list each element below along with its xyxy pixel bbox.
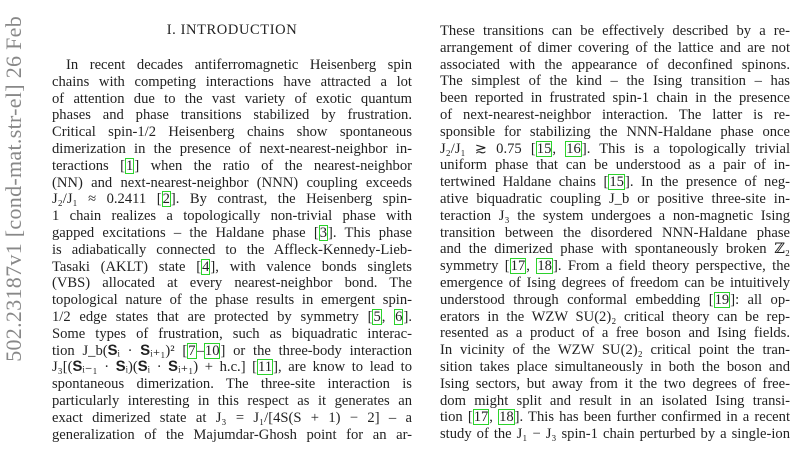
text-line: tion J_b(𝐒ᵢ · 𝐒ᵢ₊₁)² [7–10] or the three-body interaction: [52, 342, 412, 359]
text-line: The simplest of the kind – the Ising transition – has: [440, 73, 790, 90]
text-line: uniform phase that can be understood as a pair of in-: [440, 157, 790, 174]
text-line: dimerization in the presence of next-nearest-neighbor in-: [52, 140, 412, 157]
citation-link[interactable]: 18: [537, 258, 552, 275]
text-line: These transitions can be effectively described by a re-: [440, 23, 790, 39]
citation-link[interactable]: 15: [536, 140, 552, 157]
citation-link[interactable]: 15: [609, 174, 624, 191]
citation-link[interactable]: 10: [204, 342, 220, 359]
text-line: associated with the appearance of deconfined spinons.: [440, 56, 790, 73]
citation-link[interactable]: 4: [202, 258, 210, 275]
text-line: emergence of Ising degrees of freedom can be intuitively: [440, 274, 790, 291]
text-line: of next-nearest-neighbor interaction. The latter is re-: [440, 106, 790, 123]
section-heading: I. INTRODUCTION: [166, 22, 298, 38]
text-line: and the dimerized phase with spontaneously broken ℤ₂: [440, 241, 790, 258]
text-line: teraction J₃ the system undergoes a non-magnetic Ising: [440, 207, 790, 224]
text-line: is adiabatically connected to the Affleck-Kennedy-Lieb-: [52, 241, 412, 258]
text-line: Critical spin-1/2 Heisenberg chains show spontaneous: [52, 124, 412, 141]
text-line: tion [17, 18]. This has been further confirmed in a recent: [440, 409, 790, 426]
citation-link[interactable]: 17: [473, 409, 489, 426]
right-column-text: [440, 23, 790, 443]
text-line: teractions [1] when the ratio of the nearest-neighbor: [52, 157, 412, 174]
text-line: transition between the disordered NNN-Haldane phase: [440, 224, 790, 241]
citation-link[interactable]: 18: [499, 409, 514, 426]
text-line: In vicinity of the WZW SU(2)₂ critical point the tran-: [440, 342, 790, 359]
text-line: Some types of frustration, such as biquadratic interac-: [52, 325, 412, 342]
text-line: exact dimerized state at J₃ = J₁/[4S(S + 1) − 2] – a: [52, 409, 412, 426]
text-line: of attention due to the vast variety of exotic quantum: [52, 90, 412, 107]
text-line: Ising sectors, but away from it the two degrees of free-: [440, 375, 790, 392]
citation-link[interactable]: 1: [126, 157, 134, 174]
citation-link[interactable]: 17: [510, 258, 526, 275]
citation-link[interactable]: 16: [566, 140, 581, 157]
text-line: spontaneous dimerization. The three-site interaction is: [52, 376, 412, 393]
text-line: Tasaki (AKLT) state [4], with valence bonds singlets: [52, 258, 412, 275]
text-line: (VBS) allocated at every nearest-neighbor bond. The: [52, 275, 412, 292]
text-line: generalization of the Majumdar-Ghosh point for an ar-: [52, 426, 412, 443]
text-line: (NN) and next-nearest-neighbor (NNN) coupling exceeds: [52, 174, 412, 191]
text-line: particularly interesting in this respect as it generates an: [52, 392, 412, 409]
text-line: J₂/J₁ ≳ 0.75 [15, 16]. This is a topologically trivial: [440, 140, 790, 157]
text-line: sition takes place simultaneously in both the boson and: [440, 358, 790, 375]
text-line: study of the J₁ − J₃ spin-1 chain perturbed by a single-ion: [440, 426, 790, 443]
text-line: J₂/J₁ ≈ 0.2411 [2]. By contrast, the Heisenberg spin-: [52, 191, 412, 208]
citation-link[interactable]: 6: [395, 308, 403, 325]
left-column-text: [52, 57, 412, 443]
text-line: symmetry [17, 18]. From a field theory perspective, the: [440, 258, 790, 275]
text-line: sponsible for stabilizing the NNN-Haldane phase once: [440, 123, 790, 140]
citation-link[interactable]: 5: [373, 308, 381, 325]
text-line: gapped excitations – the Haldane phase [3]. This phase: [52, 224, 412, 241]
citation-link[interactable]: 3: [319, 224, 328, 241]
text-line: phases and phase transitions stabilized by frustration.: [52, 107, 412, 124]
text-line: In recent decades antiferromagnetic Heisenberg spin: [66, 57, 412, 73]
text-line: tertwined Haldane chains [15]. In the presence of neg-: [440, 174, 790, 191]
text-line: erators in the WZW SU(2)₂ critical theory can be rep-: [440, 308, 790, 325]
text-line: 1 chain realizes a topologically non-trivial phase with: [52, 208, 412, 225]
text-line: understood through conformal embedding [19]: all op-: [440, 291, 790, 308]
text-line: dom might split and result in an isolated Ising transi-: [440, 392, 790, 409]
text-line: ative biquadratic coupling J_b or positive three-site in-: [440, 190, 790, 207]
citation-link[interactable]: 11: [258, 359, 273, 376]
text-line: arrangement of dimer covering of the lattice and are not: [440, 39, 790, 56]
text-line: chains with competing interactions have attracted a lot: [52, 73, 412, 90]
text-line: J₃[(𝐒ᵢ₋₁ · 𝐒ᵢ)(𝐒ᵢ · 𝐒ᵢ₊₁) + h.c.] [11], are know to lead to: [52, 359, 412, 376]
citation-link[interactable]: 2: [162, 191, 170, 208]
text-line: resented as a product of a free boson and Ising fields.: [440, 325, 790, 342]
text-line: 1/2 edge states that are protected by symmetry [5, 6].: [52, 308, 412, 325]
text-line: topological nature of the phase results in emergent spin-: [52, 292, 412, 309]
arxiv-stamp: 502.23187v1 [cond-mat.str-el] 26 Feb: [1, 16, 26, 362]
citation-link[interactable]: 7: [188, 342, 196, 359]
citation-link[interactable]: 19: [714, 291, 730, 308]
text-line: been reported in frustrated spin-1 chain in the presence: [440, 90, 790, 107]
